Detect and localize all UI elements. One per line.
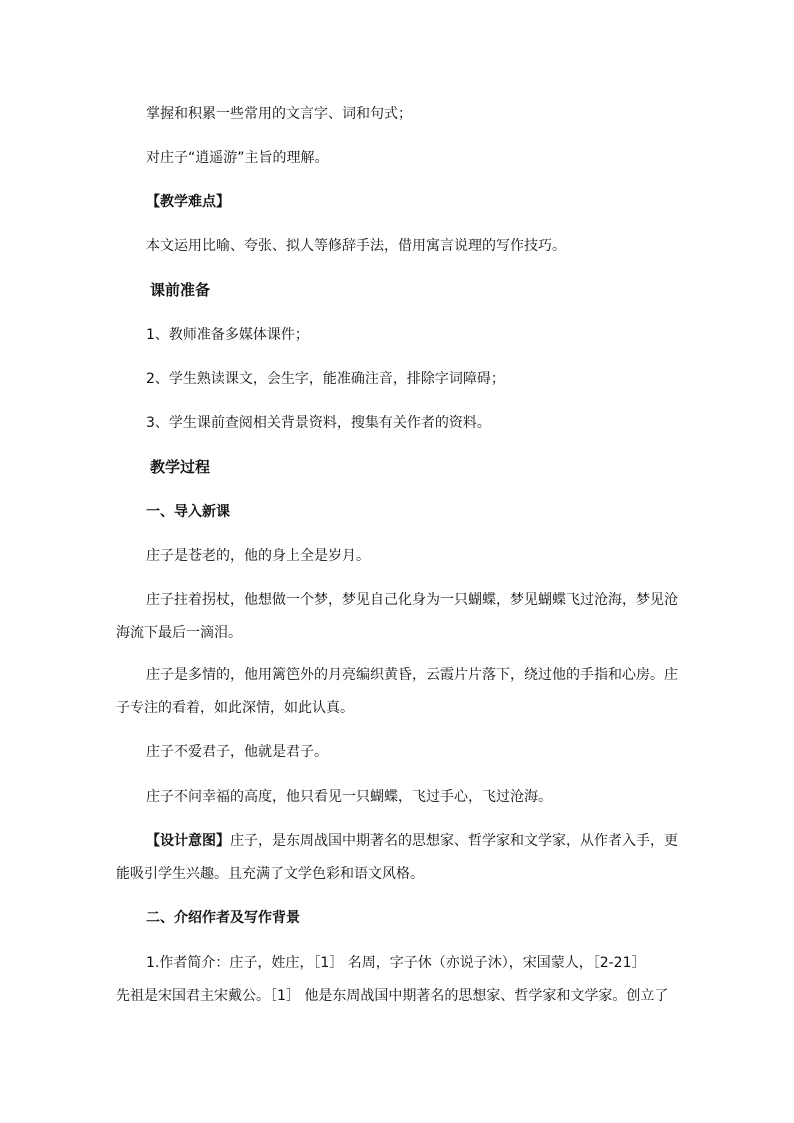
section-2-heading: 二、介绍作者及写作背景 [146, 910, 300, 926]
design-intent-label: 【设计意图】 [146, 833, 230, 849]
paragraph-2-line-2: 海流下最后一滴泪。 [116, 625, 242, 641]
paragraph-3-line-1: 庄子是多情的，他用篱笆外的月亮编织黄昏，云霞片片落下，绕过他的手指和心房。庄 [146, 667, 678, 683]
design-intent-line-2: 能吸引学生兴趣。且充满了文学色彩和语文风格。 [116, 866, 424, 882]
goal-line-2: 对庄子“逍遥游”主旨的理解。 [146, 150, 329, 166]
prep-item-2: 2、学生熟读课文，会生字，能准确注音，排除字词障碍； [146, 371, 505, 387]
prep-heading: 课前准备 [150, 281, 211, 299]
difficulty-heading: 【教学难点】 [146, 194, 230, 210]
paragraph-4: 庄子不爱君子，他就是君子。 [146, 744, 328, 760]
author-intro-line-2: 先祖是宋国君主宋戴公。［1］ 他是东周战国中期著名的思想家、哲学家和文学家。创立了 [116, 988, 669, 1004]
design-intent-line-1 [146, 831, 678, 851]
paragraph-3-line-2: 子专注的看着，如此深情，如此认真。 [116, 700, 354, 716]
prep-item-3: 3、学生课前查阅相关背景资料，搜集有关作者的资料。 [146, 415, 491, 431]
goal-line-1: 掌握和积累一些常用的文言字、词和句式； [146, 106, 412, 122]
author-intro-line-1: 1.作者简介：庄子，姓庄，［1］ 名周，字子休（亦说子沐），宋国蒙人，［2-21］ [146, 955, 646, 971]
process-heading: 教学过程 [150, 458, 211, 476]
difficulty-text: 本文运用比喻、夸张、拟人等修辞手法，借用寓言说理的写作技巧。 [146, 238, 566, 254]
paragraph-5: 庄子不问幸福的高度，他只看见一只蝴蝶，飞过手心，飞过沧海。 [146, 789, 552, 805]
section-1-heading: 一、导入新课 [146, 504, 230, 520]
paragraph-1: 庄子是苍老的，他的身上全是岁月。 [146, 548, 370, 564]
paragraph-2-line-1: 庄子拄着拐杖，他想做一个梦，梦见自己化身为一只蝴蝶，梦见蝴蝶飞过沧海，梦见沧 [146, 592, 678, 608]
prep-item-1: 1、教师准备多媒体课件； [146, 327, 309, 343]
design-intent-text: 庄子，是东周战国中期著名的思想家、哲学家和文学家，从作者入手，更 [230, 833, 678, 849]
